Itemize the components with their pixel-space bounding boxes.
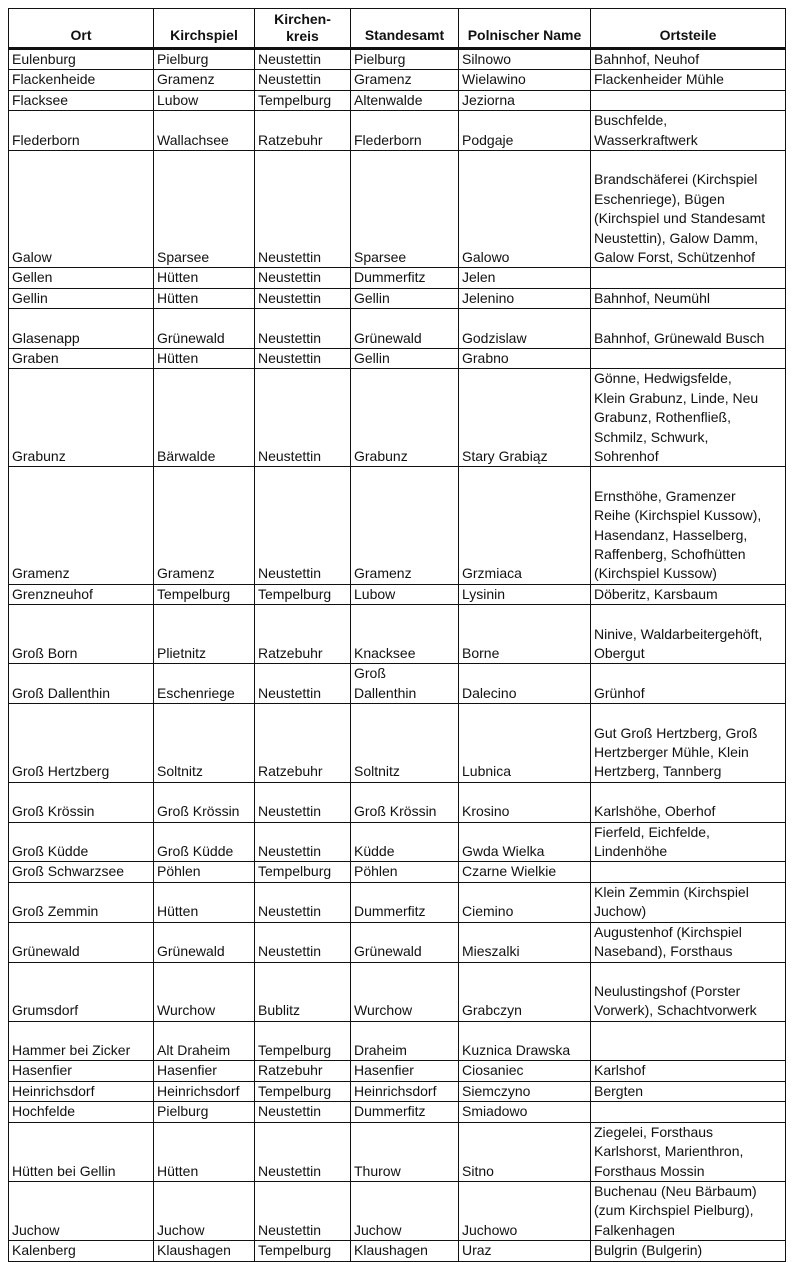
cell-ortsteile: Flackenheider Mühle <box>591 70 786 90</box>
table-row <box>9 349 786 369</box>
cell-ort: Grünewald <box>9 922 154 962</box>
cell-polnischer-name: Lysinin <box>459 584 591 604</box>
cell-kirchenkreis: Ratzebuhr <box>255 605 351 664</box>
cell-kirchspiel: Lubow <box>154 90 255 110</box>
cell-polnischer-name: Jelen <box>459 268 591 288</box>
cell-kirchspiel: Gramenz <box>154 467 255 584</box>
cell-polnischer-name: Smiadowo <box>459 1102 591 1122</box>
header-standesamt: Standesamt <box>351 9 459 49</box>
table-row <box>9 822 786 862</box>
cell-ortsteile <box>591 1021 786 1061</box>
cell-kirchenkreis: Tempelburg <box>255 1241 351 1261</box>
cell-ort: Hasenfier <box>9 1061 154 1081</box>
cell-ort: Groß Hertzberg <box>9 704 154 783</box>
cell-ortsteile: Karlshöhe, Oberhof <box>591 782 786 822</box>
cell-kirchspiel: Hütten <box>154 288 255 308</box>
cell-kirchspiel: Hütten <box>154 268 255 288</box>
cell-kirchenkreis: Neustettin <box>255 288 351 308</box>
cell-standesamt: Grabunz <box>351 369 459 467</box>
cell-ort: Grumsdorf <box>9 962 154 1021</box>
cell-ortsteile: Bahnhof, Neuhof <box>591 49 786 70</box>
cell-polnischer-name: Juchowo <box>459 1181 591 1240</box>
cell-ortsteile: Ziegelei, Forsthaus Karlshorst, Marienthron, Forsthaus Mossin <box>591 1122 786 1181</box>
cell-polnischer-name: Mieszalki <box>459 922 591 962</box>
table-row <box>9 1021 786 1061</box>
cell-polnischer-name: Grzmiaca <box>459 467 591 584</box>
cell-kirchspiel: Pielburg <box>154 49 255 70</box>
cell-polnischer-name: Ciemino <box>459 882 591 922</box>
cell-ort: Gramenz <box>9 467 154 584</box>
cell-kirchspiel: Heinrichsdorf <box>154 1081 255 1101</box>
cell-kirchenkreis: Tempelburg <box>255 90 351 110</box>
cell-kirchenkreis: Neustettin <box>255 1181 351 1240</box>
cell-standesamt: Klaushagen <box>351 1241 459 1261</box>
cell-standesamt: Dummerfitz <box>351 1102 459 1122</box>
cell-kirchspiel: Alt Draheim <box>154 1021 255 1061</box>
cell-ort: Galow <box>9 151 154 268</box>
table-row <box>9 664 786 704</box>
cell-ort: Groß Born <box>9 605 154 664</box>
table-row <box>9 111 786 151</box>
cell-kirchspiel: Tempelburg <box>154 584 255 604</box>
cell-kirchenkreis: Bublitz <box>255 962 351 1021</box>
cell-standesamt: Lubow <box>351 584 459 604</box>
cell-ortsteile: Brandschäferei (Kirchspiel Eschenriege), Bügen (Kirchspiel und Standesamt Neustettin), Galow Damm, Galow Forst, Schützenhof <box>591 151 786 268</box>
places-table <box>8 8 786 1262</box>
cell-kirchenkreis: Neustettin <box>255 882 351 922</box>
cell-ortsteile <box>591 862 786 882</box>
cell-ortsteile: Bulgrin (Bulgerin) <box>591 1241 786 1261</box>
cell-kirchspiel: Groß Krössin <box>154 782 255 822</box>
cell-standesamt: Groß Krössin <box>351 782 459 822</box>
table-row <box>9 309 786 349</box>
cell-standesamt: Juchow <box>351 1181 459 1240</box>
cell-standesamt: Grünewald <box>351 922 459 962</box>
table-row <box>9 882 786 922</box>
cell-standesamt: Wurchow <box>351 962 459 1021</box>
cell-polnischer-name: Siemczyno <box>459 1081 591 1101</box>
cell-polnischer-name: Sitno <box>459 1122 591 1181</box>
cell-standesamt: Heinrichsdorf <box>351 1081 459 1101</box>
cell-kirchenkreis: Tempelburg <box>255 1021 351 1061</box>
cell-standesamt: Altenwalde <box>351 90 459 110</box>
cell-polnischer-name: Borne <box>459 605 591 664</box>
cell-standesamt: Gramenz <box>351 70 459 90</box>
cell-kirchspiel: Pielburg <box>154 1102 255 1122</box>
table-row <box>9 151 786 268</box>
cell-ort: Groß Zemmin <box>9 882 154 922</box>
cell-polnischer-name: Gwda Wielka <box>459 822 591 862</box>
cell-standesamt: Pielburg <box>351 49 459 70</box>
cell-polnischer-name: Jelenino <box>459 288 591 308</box>
cell-ortsteile: Ernsthöhe, Gramenzer Reihe (Kirchspiel Kussow), Hasendanz, Hasselberg, Raffenberg, Schofhütten (Kirchspiel Kussow) <box>591 467 786 584</box>
cell-polnischer-name: Lubnica <box>459 704 591 783</box>
cell-ort: Hammer bei Zicker <box>9 1021 154 1061</box>
cell-polnischer-name: Wielawino <box>459 70 591 90</box>
header-kirchspiel: Kirchspiel <box>154 9 255 49</box>
cell-kirchenkreis: Neustettin <box>255 782 351 822</box>
cell-ort: Flacksee <box>9 90 154 110</box>
cell-polnischer-name: Ciosaniec <box>459 1061 591 1081</box>
cell-standesamt: Hasenfier <box>351 1061 459 1081</box>
cell-ortsteile: Döberitz, Karsbaum <box>591 584 786 604</box>
cell-polnischer-name: Silnowo <box>459 49 591 70</box>
cell-polnischer-name: Podgaje <box>459 111 591 151</box>
cell-standesamt: Küdde <box>351 822 459 862</box>
cell-ortsteile: Klein Zemmin (Kirchspiel Juchow) <box>591 882 786 922</box>
cell-polnischer-name: Czarne Wielkie <box>459 862 591 882</box>
header-ort: Ort <box>9 9 154 49</box>
cell-ort: Heinrichsdorf <box>9 1081 154 1101</box>
table-row <box>9 1102 786 1122</box>
cell-ort: Hütten bei Gellin <box>9 1122 154 1181</box>
cell-ort: Graben <box>9 349 154 369</box>
table-row <box>9 782 786 822</box>
cell-ortsteile <box>591 1102 786 1122</box>
cell-standesamt: Flederborn <box>351 111 459 151</box>
cell-ortsteile: Augustenhof (Kirchspiel Naseband), Forsthaus <box>591 922 786 962</box>
cell-ort: Juchow <box>9 1181 154 1240</box>
cell-kirchspiel: Juchow <box>154 1181 255 1240</box>
cell-ort: Kalenberg <box>9 1241 154 1261</box>
cell-kirchspiel: Groß Küdde <box>154 822 255 862</box>
table-row <box>9 49 786 70</box>
cell-ortsteile: Neulustingshof (Porster Vorwerk), Schachtvorwerk <box>591 962 786 1021</box>
cell-kirchspiel: Gramenz <box>154 70 255 90</box>
cell-polnischer-name: Galowo <box>459 151 591 268</box>
table-row <box>9 584 786 604</box>
header-row <box>9 9 786 49</box>
cell-standesamt: Dummerfitz <box>351 268 459 288</box>
cell-ortsteile: Gut Groß Hertzberg, Groß Hertzberger Mühle, Klein Hertzberg, Tannberg <box>591 704 786 783</box>
cell-ort: Hochfelde <box>9 1102 154 1122</box>
cell-kirchspiel: Wurchow <box>154 962 255 1021</box>
cell-kirchspiel: Bärwalde <box>154 369 255 467</box>
cell-standesamt: Groß Dallenthin <box>351 664 459 704</box>
table-row <box>9 369 786 467</box>
cell-ortsteile: Buchenau (Neu Bärbaum) (zum Kirchspiel Pielburg), Falkenhagen <box>591 1181 786 1240</box>
cell-ortsteile: Bahnhof, Neumühl <box>591 288 786 308</box>
cell-polnischer-name: Jeziorna <box>459 90 591 110</box>
cell-ort: Grenzneuhof <box>9 584 154 604</box>
cell-kirchenkreis: Neustettin <box>255 922 351 962</box>
cell-kirchenkreis: Neustettin <box>255 349 351 369</box>
cell-ort: Groß Krössin <box>9 782 154 822</box>
cell-kirchenkreis: Neustettin <box>255 70 351 90</box>
table-row <box>9 288 786 308</box>
cell-polnischer-name: Godzislaw <box>459 309 591 349</box>
table-row <box>9 962 786 1021</box>
cell-kirchenkreis: Neustettin <box>255 664 351 704</box>
cell-kirchenkreis: Ratzebuhr <box>255 704 351 783</box>
cell-kirchspiel: Hasenfier <box>154 1061 255 1081</box>
cell-kirchenkreis: Neustettin <box>255 467 351 584</box>
cell-kirchenkreis: Ratzebuhr <box>255 1061 351 1081</box>
cell-ortsteile: Ninive, Waldarbeitergehöft, Obergut <box>591 605 786 664</box>
cell-standesamt: Soltnitz <box>351 704 459 783</box>
table-row <box>9 90 786 110</box>
cell-ortsteile <box>591 268 786 288</box>
header-polnischer-name: Polnischer Name <box>459 9 591 49</box>
cell-ort: Gellen <box>9 268 154 288</box>
cell-ort: Flackenheide <box>9 70 154 90</box>
table-row <box>9 1241 786 1261</box>
cell-standesamt: Gellin <box>351 349 459 369</box>
cell-polnischer-name: Kuznica Drawska <box>459 1021 591 1061</box>
header-ortsteile: Ortsteile <box>591 9 786 49</box>
cell-ortsteile: Grünhof <box>591 664 786 704</box>
cell-kirchenkreis: Neustettin <box>255 1102 351 1122</box>
cell-kirchenkreis: Neustettin <box>255 151 351 268</box>
cell-polnischer-name: Stary Grabiąz <box>459 369 591 467</box>
cell-ort: Gellin <box>9 288 154 308</box>
cell-standesamt: Pöhlen <box>351 862 459 882</box>
cell-kirchspiel: Grünewald <box>154 309 255 349</box>
cell-kirchenkreis: Tempelburg <box>255 584 351 604</box>
cell-polnischer-name: Krosino <box>459 782 591 822</box>
table-row <box>9 862 786 882</box>
table-row <box>9 1061 786 1081</box>
cell-kirchspiel: Plietnitz <box>154 605 255 664</box>
cell-ort: Grabunz <box>9 369 154 467</box>
cell-ort: Eulenburg <box>9 49 154 70</box>
cell-standesamt: Grünewald <box>351 309 459 349</box>
cell-kirchenkreis: Neustettin <box>255 49 351 70</box>
table-row <box>9 1081 786 1101</box>
cell-kirchspiel: Wallachsee <box>154 111 255 151</box>
cell-ortsteile: Karlshof <box>591 1061 786 1081</box>
cell-kirchspiel: Klaushagen <box>154 1241 255 1261</box>
table-row <box>9 1181 786 1240</box>
cell-polnischer-name: Uraz <box>459 1241 591 1261</box>
cell-kirchenkreis: Neustettin <box>255 822 351 862</box>
cell-standesamt: Thurow <box>351 1122 459 1181</box>
cell-ort: Flederborn <box>9 111 154 151</box>
cell-kirchspiel: Hütten <box>154 349 255 369</box>
table-row <box>9 922 786 962</box>
cell-kirchenkreis: Tempelburg <box>255 862 351 882</box>
cell-kirchenkreis: Neustettin <box>255 309 351 349</box>
table-row <box>9 605 786 664</box>
table-row <box>9 268 786 288</box>
cell-kirchspiel: Grünewald <box>154 922 255 962</box>
cell-polnischer-name: Grabczyn <box>459 962 591 1021</box>
cell-kirchspiel: Sparsee <box>154 151 255 268</box>
cell-kirchenkreis: Neustettin <box>255 1122 351 1181</box>
cell-kirchspiel: Soltnitz <box>154 704 255 783</box>
cell-ortsteile: Fierfeld, Eichfelde, Lindenhöhe <box>591 822 786 862</box>
cell-kirchenkreis: Neustettin <box>255 369 351 467</box>
cell-kirchenkreis: Tempelburg <box>255 1081 351 1101</box>
cell-ort: Groß Küdde <box>9 822 154 862</box>
cell-kirchspiel: Pöhlen <box>154 862 255 882</box>
table-row <box>9 1122 786 1181</box>
cell-ortsteile: Bergten <box>591 1081 786 1101</box>
cell-polnischer-name: Grabno <box>459 349 591 369</box>
cell-kirchspiel: Hütten <box>154 1122 255 1181</box>
cell-ortsteile: Bahnhof, Grünewald Busch <box>591 309 786 349</box>
cell-standesamt: Draheim <box>351 1021 459 1061</box>
cell-ort: Groß Schwarzsee <box>9 862 154 882</box>
cell-kirchenkreis: Neustettin <box>255 268 351 288</box>
cell-standesamt: Gellin <box>351 288 459 308</box>
cell-standesamt: Gramenz <box>351 467 459 584</box>
cell-ortsteile: Buschfelde, Wasserkraftwerk <box>591 111 786 151</box>
cell-kirchenkreis: Ratzebuhr <box>255 111 351 151</box>
cell-standesamt: Sparsee <box>351 151 459 268</box>
cell-ortsteile: Gönne, Hedwigsfelde, Klein Grabunz, Linde, Neu Grabunz, Rothenfließ, Schmilz, Schwurk, Sohrenhof <box>591 369 786 467</box>
cell-ort: Glasenapp <box>9 309 154 349</box>
cell-ort: Groß Dallenthin <box>9 664 154 704</box>
cell-standesamt: Dummerfitz <box>351 882 459 922</box>
cell-ortsteile <box>591 90 786 110</box>
table-row <box>9 467 786 584</box>
table-row <box>9 70 786 90</box>
table-body <box>9 49 786 1262</box>
cell-standesamt: Knacksee <box>351 605 459 664</box>
cell-polnischer-name: Dalecino <box>459 664 591 704</box>
header-kirchenkreis: Kirchen- kreis <box>255 9 351 49</box>
cell-ortsteile <box>591 349 786 369</box>
cell-kirchspiel: Hütten <box>154 882 255 922</box>
cell-kirchspiel: Eschenriege <box>154 664 255 704</box>
table-row <box>9 704 786 783</box>
